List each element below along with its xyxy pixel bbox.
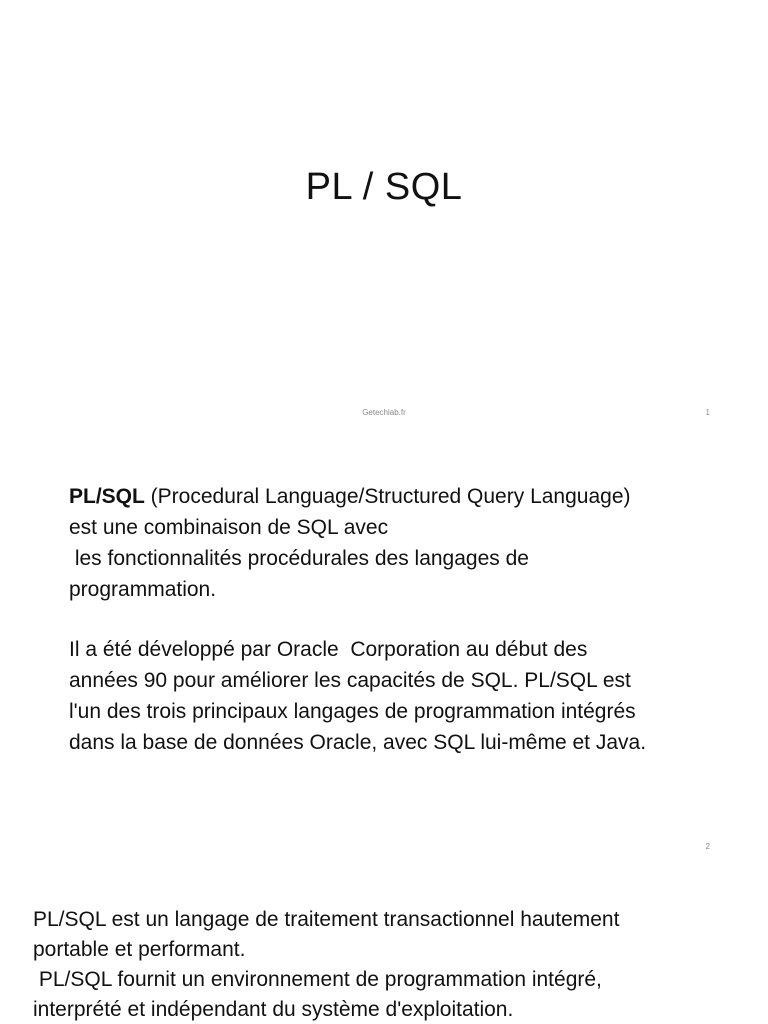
text-span: (Procedural Language/Structured Query Language) [144,485,631,508]
text-line: dans la base de données Oracle, avec SQL lui-même et Java. [69,731,647,754]
paragraph-history [69,634,719,758]
text-line: interprété et indépendant du système d'exploitation. [33,998,514,1021]
slide-1 [0,0,768,430]
bold-term: PL/SQL [69,485,145,508]
text-line: programmation. [69,578,217,601]
paragraph-features [33,905,753,1024]
paragraph-definition [69,481,719,605]
text-line: années 90 pour améliorer les capacités de SQL. PL/SQL est [69,669,631,692]
text-line: est une combinaison de SQL avec [69,516,389,539]
text-line: l'un des trois principaux langages de programmation intégrés [69,700,636,723]
text-line: PL/SQL est un langage de traitement transactionnel hautement [33,908,620,931]
page-number: 1 [705,408,710,417]
text-line: Il a été développé par Oracle Corporation au début des [69,638,588,661]
slide-title: PL / SQL [305,166,463,208]
text-line: portable et performant. [33,938,246,961]
slide-footer: Getechlab.fr [362,408,406,417]
slide-2 [0,440,768,860]
text-line [69,481,719,512]
slide-3 [0,870,768,1024]
text-line: PL/SQL fournit un environnement de programmation intégré, [33,968,602,991]
text-line: les fonctionnalités procédurales des langages de [69,547,529,570]
page-number: 2 [705,842,710,851]
